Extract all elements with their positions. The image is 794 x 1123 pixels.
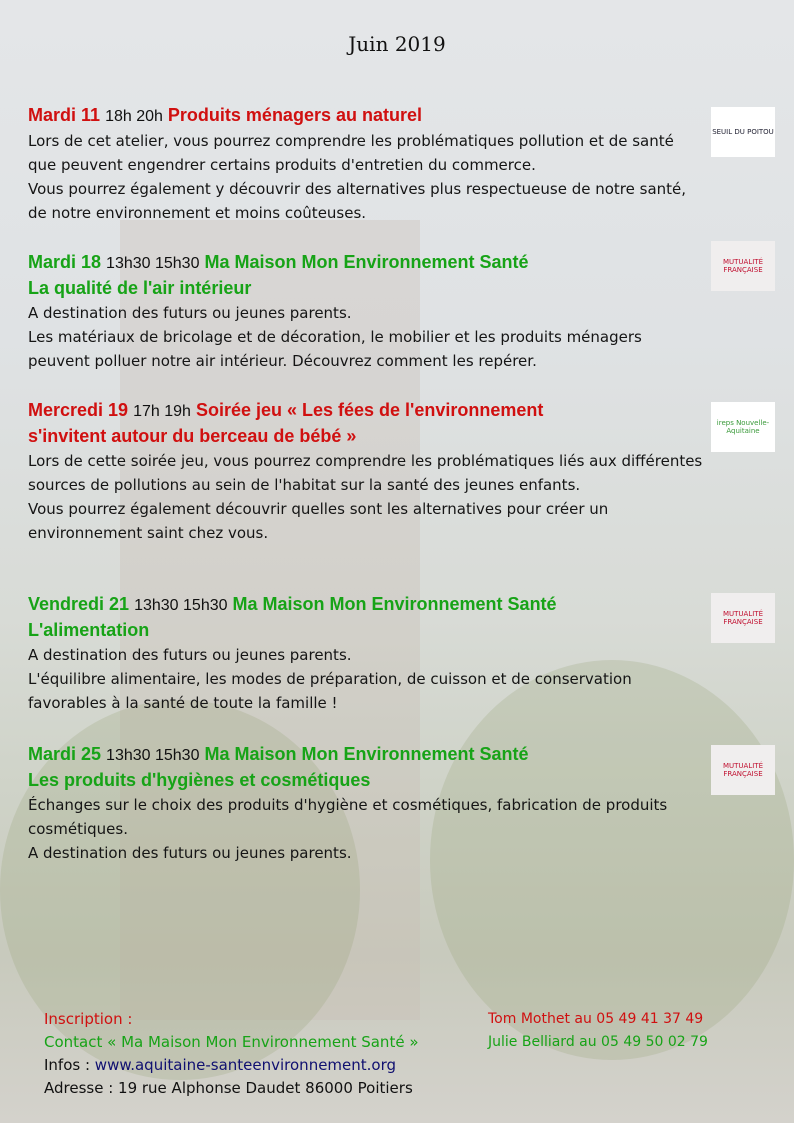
partner-logo: MUTUALITÉ FRANÇAISE	[711, 593, 775, 643]
event-title: Ma Maison Mon Environnement Santé	[204, 744, 529, 764]
website-link[interactable]: www.aquitaine-santeenvironnement.org	[94, 1056, 397, 1074]
event-subtitle: La qualité de l'air intérieur	[28, 278, 252, 298]
event-paragraph: Échanges sur le choix des produits d'hygiène et cosmétiques, fabrication de produits cosmétiques.	[28, 796, 668, 838]
event-day: Mardi 18	[28, 252, 102, 272]
event-subtitle: L'alimentation	[28, 620, 150, 640]
event-heading	[28, 103, 704, 129]
event-4	[28, 592, 704, 715]
event-paragraph: Lors de cette soirée jeu, vous pourrez comprendre les problématiques liés aux différentes sources de pollutions au sein de l'habitat sur la santé des jeunes enfants.	[28, 452, 703, 494]
event-paragraph: A destination des futurs ou jeunes parents.	[28, 646, 352, 664]
partner-logo: MUTUALITÉ FRANÇAISE	[711, 241, 775, 291]
contact-julie: Julie Belliard au 05 49 50 02 79	[488, 1034, 708, 1050]
event-time: 13h30 15h30	[106, 255, 200, 272]
event-title: Soirée jeu « Les fées de l'environnement	[195, 400, 544, 420]
event-paragraph: A destination des futurs ou jeunes parents.	[28, 844, 352, 862]
event-2	[28, 250, 704, 373]
event-3	[28, 398, 704, 545]
event-heading	[28, 742, 704, 768]
event-paragraph: Vous pourrez également découvrir quelles sont les alternatives pour créer un environnement saint chez vous.	[28, 500, 609, 542]
event-description	[28, 449, 704, 545]
event-heading	[28, 592, 704, 618]
event-time: 13h30 15h30	[106, 747, 200, 764]
contact-label: Contact « Ma Maison Mon Environnement Santé »	[44, 1033, 419, 1051]
event-day: Mercredi 19	[28, 400, 129, 420]
inscription-label: Inscription :	[44, 1010, 133, 1028]
event-paragraph: Lors de cet atelier, vous pourrez comprendre les problématiques pollution et de santé que peuvent engendrer certains produits d'entretien du commerce.	[28, 132, 674, 174]
event-paragraph: Les matériaux de bricolage et de décoration, le mobilier et les produits ménagers peuvent polluer notre air intérieur. Découvrez comment les repérer.	[28, 328, 642, 370]
event-heading	[28, 250, 704, 276]
event-title: Ma Maison Mon Environnement Santé	[232, 594, 557, 614]
page-title: Juin 2019	[348, 32, 446, 56]
infos-label: Infos :	[44, 1056, 95, 1074]
footer	[44, 1008, 784, 1100]
partner-logo: SEUIL DU POITOU	[711, 107, 775, 157]
event-day: Mardi 25	[28, 744, 102, 764]
partner-logo: ireps Nouvelle-Aquitaine	[711, 402, 775, 452]
event-title: Ma Maison Mon Environnement Santé	[204, 252, 529, 272]
event-description	[28, 129, 704, 225]
event-paragraph: L'équilibre alimentaire, les modes de préparation, de cuisson et de conservation favorables à la santé de toute la famille !	[28, 670, 632, 712]
event-time: 17h 19h	[133, 403, 191, 420]
event-day: Vendredi 21	[28, 594, 130, 614]
event-1	[28, 103, 704, 225]
event-day: Mardi 11	[28, 105, 101, 125]
event-subtitle: s'invitent autour du berceau de bébé »	[28, 426, 357, 446]
event-title: Produits ménagers au naturel	[167, 105, 422, 125]
event-time: 18h 20h	[105, 108, 163, 125]
partner-logo: MUTUALITÉ FRANÇAISE	[711, 745, 775, 795]
event-paragraph: Vous pourrez également y découvrir des alternatives plus respectueuse de notre santé, de notre environnement et moins coûteuses.	[28, 180, 687, 222]
address: Adresse : 19 rue Alphonse Daudet 86000 Poitiers	[44, 1079, 413, 1097]
event-description	[28, 643, 704, 715]
event-heading	[28, 398, 704, 424]
event-subtitle: Les produits d'hygiènes et cosmétiques	[28, 770, 371, 790]
event-paragraph: A destination des futurs ou jeunes parents.	[28, 304, 352, 322]
event-description	[28, 793, 704, 865]
event-description	[28, 301, 704, 373]
event-5	[28, 742, 704, 865]
contact-tom: Tom Mothet au 05 49 41 37 49	[488, 1011, 704, 1027]
event-time: 13h30 15h30	[134, 597, 228, 614]
